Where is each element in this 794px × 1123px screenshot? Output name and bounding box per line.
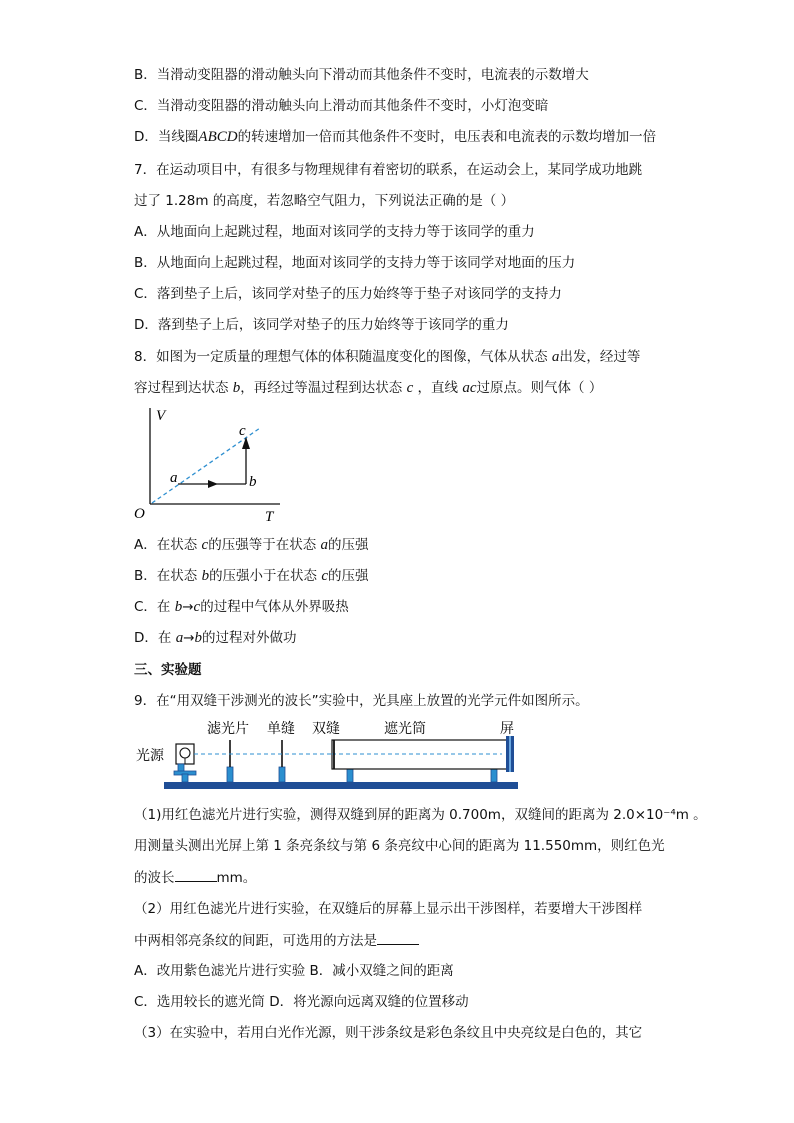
- label-tube: 遮光筒: [384, 721, 426, 737]
- q6-option-c: C．当滑动变阻器的滑动触头向上滑动而其他条件不变时，小灯泡变暗: [134, 98, 549, 114]
- label-light-source: 光源: [136, 748, 164, 764]
- q8-vt-graph: [128, 404, 288, 526]
- origin-label: O: [134, 506, 145, 522]
- tube-support-right: [491, 769, 497, 782]
- t-axis-label: T: [265, 509, 274, 525]
- single-slit-holder: [279, 767, 285, 782]
- q9-part2-line2: 中两相邻亮条纹的间距，可选用的方法是: [134, 931, 419, 950]
- section-heading: 三、实验题: [134, 662, 202, 678]
- q7-option-a: A．从地面向上起跳过程，地面对该同学的支持力等于该同学的重力: [134, 224, 535, 240]
- q6-option-b: B．当滑动变阻器的滑动触头向下滑动而其他条件不变时，电流表的示数增大: [134, 67, 589, 83]
- q8-option-c: C．在 b→c的过程中气体从外界吸热: [134, 599, 349, 615]
- label-screen: 屏: [500, 721, 514, 737]
- q7-stem-line2: 过了 1.28m 的高度，若忽略空气阻力，下列说法正确的是（ ）: [134, 193, 515, 209]
- label-filter: 滤光片: [207, 721, 249, 737]
- q9-intro: 9．在“用双缝干涉测光的波长”实验中，光具座上放置的光学元件如图所示。: [134, 693, 589, 709]
- point-b-label: b: [249, 474, 257, 490]
- q9-part2-options-cd: C．选用较长的遮光筒 D．将光源向远离双缝的位置移动: [134, 994, 469, 1010]
- filter-holder: [227, 767, 233, 782]
- q9-part2-line1: （2）用红色滤光片进行实验，在双缝后的屏幕上显示出干涉图样，若要增大干涉图样: [134, 901, 643, 917]
- label-single-slit: 单缝: [267, 721, 295, 737]
- q8-option-a: A．在状态 c的压强等于在状态 a的压强: [134, 537, 369, 553]
- double-slit-holder: [347, 769, 353, 782]
- q9-part3-line1: （3）在实验中，若用白光作光源，则干涉条纹是彩色条纹且中央亮纹是白色的，其它: [134, 1025, 643, 1041]
- q9-part1-line1: （1)用红色滤光片进行实验，测得双缝到屏的距离为 0.700m，双缝间的距离为 2.0×10⁻⁴m 。: [134, 807, 707, 823]
- q7-option-b: B．从地面向上起跳过程，地面对该同学的支持力等于该同学对地面的压力: [134, 255, 576, 271]
- point-a-label: a: [170, 470, 178, 486]
- q8-option-b: B．在状态 b的压强小于在状态 c的压强: [134, 568, 369, 584]
- ab-arrow: [208, 480, 218, 488]
- v-axis-label: V: [156, 408, 166, 424]
- q8-stem-line1: 8．如图为一定质量的理想气体的体积随温度变化的图像，气体从状态 a出发，经过等: [134, 349, 641, 365]
- q9-apparatus-diagram: [134, 716, 524, 794]
- answer-blank-2[interactable]: [377, 931, 419, 945]
- answer-blank-1[interactable]: [175, 868, 217, 882]
- bulb: [180, 748, 190, 758]
- q6-option-d: D．当线圈ABCD的转速增加一倍而其他条件不变时，电压表和电流表的示数均增加一倍: [134, 129, 657, 145]
- q9-part2-options-ab: A．改用紫色滤光片进行实验 B．减小双缝之间的距离: [134, 963, 454, 979]
- q7-option-c: C．落到垫子上后，该同学对垫子的压力始终等于垫子对该同学的支持力: [134, 286, 562, 302]
- q8-stem-line2: 容过程到达状态 b，再经过等温过程到达状态 c ，直线 ac过原点。则气体（ ）: [134, 380, 603, 396]
- optical-bench-rail: [164, 782, 518, 789]
- q9-part1-line3: 的波长 mm。: [134, 870, 257, 886]
- label-double-slit: 双缝: [312, 721, 340, 737]
- q7-stem-line1: 7．在运动项目中，有很多与物理规律有着密切的联系，在运动会上，某同学成功地跳: [134, 162, 643, 178]
- ac-dashed-line: [152, 428, 260, 503]
- q7-option-d: D．落到垫子上后，该同学对垫子的压力始终等于该同学的重力: [134, 317, 509, 333]
- q8-option-d: D．在 a→b的过程对外做功: [134, 630, 297, 646]
- q9-part1-line2: 用测量头测出光屏上第 1 条亮条纹与第 6 条亮纹中心间的距离为 11.550mm，则红色光: [134, 838, 665, 854]
- point-c-label: c: [239, 423, 246, 439]
